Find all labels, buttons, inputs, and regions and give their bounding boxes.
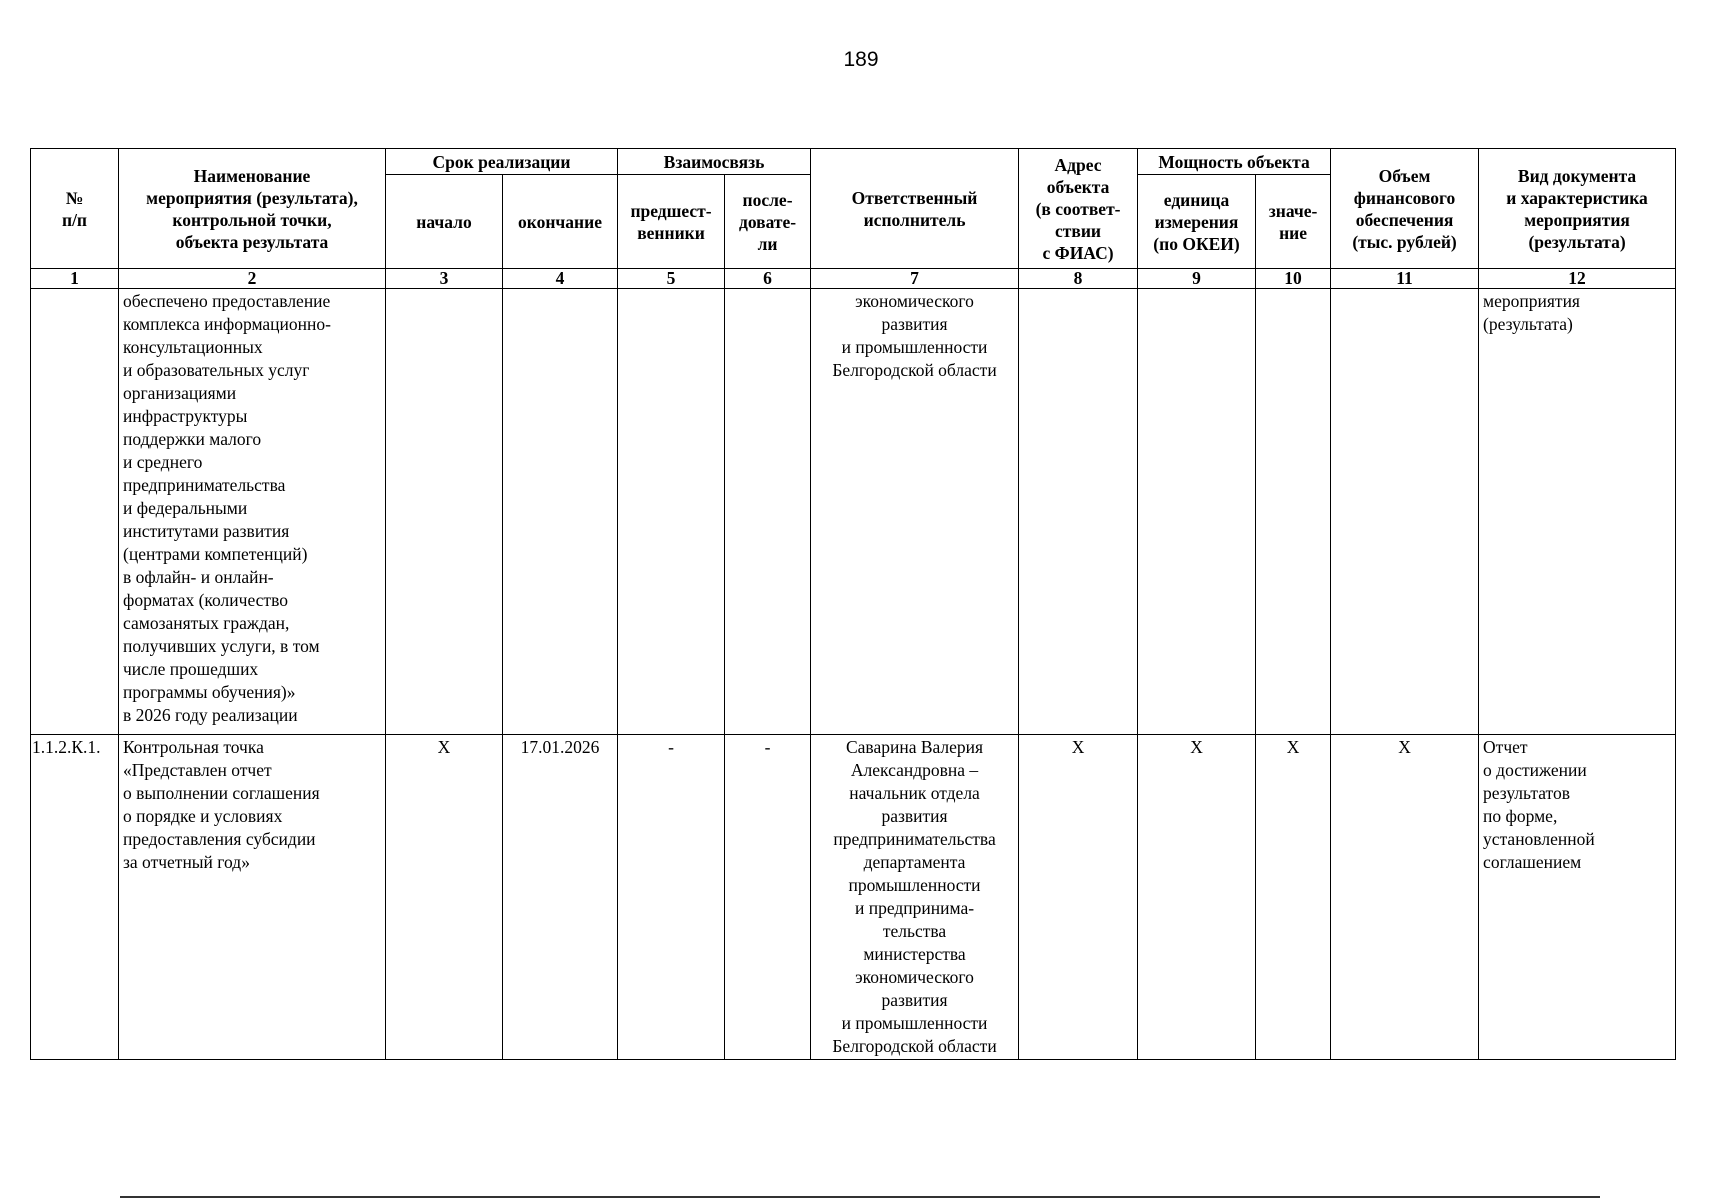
header-value: значе- ние [1256,175,1331,269]
header-finance: Объем финансового обеспечения (тыс. рублей) [1331,149,1479,269]
cell-num [31,289,119,735]
column-number: 4 [503,269,618,289]
header-link-group: Взаимосвязь [618,149,811,175]
cell-responsible: Саварина Валерия Александровна – начальник отдела развития предпринимательства департамента промышленности и предпринима- тельства министерства экономического развития и промышленности Белгородской области [811,735,1019,1060]
cell-num: 1.1.2.К.1. [31,735,119,1060]
header-address: Адрес объекта (в соответ- ствии с ФИАС) [1019,149,1138,269]
header-document: Вид документа и характеристика мероприятия (результата) [1479,149,1676,269]
cell-predecessors [618,289,725,735]
cell-address [1019,289,1138,735]
header-end: окончание [503,175,618,269]
header-num: № п/п [31,149,119,269]
header-capacity-group: Мощность объекта [1138,149,1331,175]
column-number: 3 [386,269,503,289]
header-responsible: Ответственный исполнитель [811,149,1019,269]
cell-end [503,289,618,735]
cell-unit [1138,289,1256,735]
header-successors: после- довате- ли [725,175,811,269]
cell-finance: X [1331,735,1479,1060]
column-number: 11 [1331,269,1479,289]
cell-start: X [386,735,503,1060]
column-number: 10 [1256,269,1331,289]
cell-successors: - [725,735,811,1060]
column-number: 5 [618,269,725,289]
cell-value [1256,289,1331,735]
cell-predecessors: - [618,735,725,1060]
cell-name: обеспечено предоставление комплекса информационно- консультационных и образовательных услуг организациями инфраструктуры поддержки малого и среднего предпринимательства и федеральными институтами развития (центрами компетенций) в офлайн- и онлайн- форматах (количество самозанятых граждан, получивших услуги, в том числе прошедших программы обучения)» в 2026 году реализации [119,289,386,735]
column-number: 7 [811,269,1019,289]
table-row [31,289,1676,735]
page-number: 189 [843,48,879,71]
cell-successors [725,289,811,735]
cell-document: мероприятия (результата) [1479,289,1676,735]
cell-document: Отчет о достижении результатов по форме, установленной соглашением [1479,735,1676,1060]
column-number: 1 [31,269,119,289]
plan-table-wrapper [30,148,1675,1060]
cell-end: 17.01.2026 [503,735,618,1060]
cell-address: X [1019,735,1138,1060]
header-predecessors: предшест- венники [618,175,725,269]
header-term-group: Срок реализации [386,149,618,175]
column-number-row [31,269,1676,289]
column-number: 12 [1479,269,1676,289]
table-row [31,735,1676,1060]
cell-finance [1331,289,1479,735]
column-number: 9 [1138,269,1256,289]
header-start: начало [386,175,503,269]
bottom-rule [120,1196,1600,1198]
header-unit: единица измерения (по ОКЕИ) [1138,175,1256,269]
cell-start [386,289,503,735]
cell-responsible: экономического развития и промышленности Белгородской области [811,289,1019,735]
cell-name: Контрольная точка «Представлен отчет о выполнении соглашения о порядке и условиях предоставления субсидии за отчетный год» [119,735,386,1060]
column-number: 2 [119,269,386,289]
plan-table [30,148,1676,1060]
column-number: 8 [1019,269,1138,289]
header-name: Наименование мероприятия (результата), контрольной точки, объекта результата [119,149,386,269]
cell-unit: X [1138,735,1256,1060]
cell-value: X [1256,735,1331,1060]
column-number: 6 [725,269,811,289]
